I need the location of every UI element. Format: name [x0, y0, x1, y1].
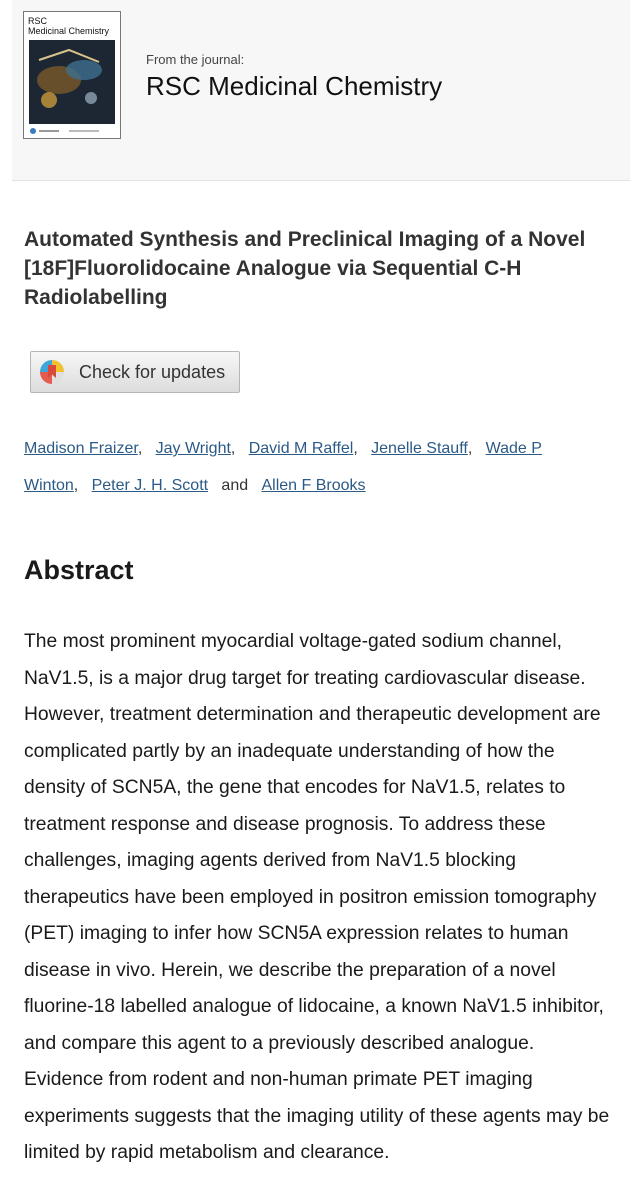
cover-footer-logo: [29, 127, 115, 135]
abstract-text: The most prominent myocardial voltage-gated sodium channel, NaV1.5, is a major drug target for treating cardiovascular disease. However, treatment determination and therapeutic development are complicated partly by an inadequate understanding of how the density of SCN5A, the gene that encodes for NaV1.5, relates to treatment response and disease prognosis. To address these challenges, imaging agents derived from NaV1.5 blocking therapeutics have been employed in positron emission tomography (PET) imaging to infer how SCN5A expression relates to human disease in vivo. Herein, we describe the preparation of a novel fluorine-18 labelled analogue of lidocaine, a known NaV1.5 inhibitor, and compare this agent to a previously described analogue. Evidence from rodent and non-human primate PET imaging experiments suggests that the imaging utility of these agents may be limited by rapid metabolism and clearance.: [24, 631, 610, 1163]
author-list: Madison Fraizer, Jay Wright, David M Raffel, Jenelle Stauff, Wade P Winton, Peter J. H. Scott and Allen F Brooks: [24, 440, 542, 494]
author-link[interactable]: Jenelle Stauff: [371, 440, 468, 457]
author-link[interactable]: Allen F Brooks: [261, 477, 366, 494]
abstract-heading: Abstract: [24, 555, 134, 585]
check-for-updates-icon: [39, 359, 65, 385]
author-link[interactable]: David M Raffel: [248, 440, 354, 457]
check-for-updates-button[interactable]: [30, 351, 240, 393]
author-link[interactable]: Peter J. H. Scott: [91, 477, 209, 494]
author-link[interactable]: Wade P Winton: [24, 440, 542, 494]
check-for-updates-label: Check for updates: [79, 362, 226, 382]
from-journal-label: From the journal:: [146, 52, 245, 67]
journal-name-link[interactable]: RSC Medicinal Chemistry: [146, 71, 443, 101]
journal-cover-image[interactable]: [23, 11, 121, 139]
journal-header: [12, 0, 630, 181]
cover-title: RSC Medicinal Chemistry: [28, 16, 110, 36]
author-link[interactable]: Madison Fraizer: [24, 440, 138, 457]
author-link[interactable]: Jay Wright: [155, 440, 231, 457]
article-title: Automated Synthesis and Preclinical Imaging of a Novel [18F]Fluorolidocaine Analogue via Sequential C-H Radiolabelling: [24, 228, 586, 309]
cover-artwork: [29, 40, 115, 124]
